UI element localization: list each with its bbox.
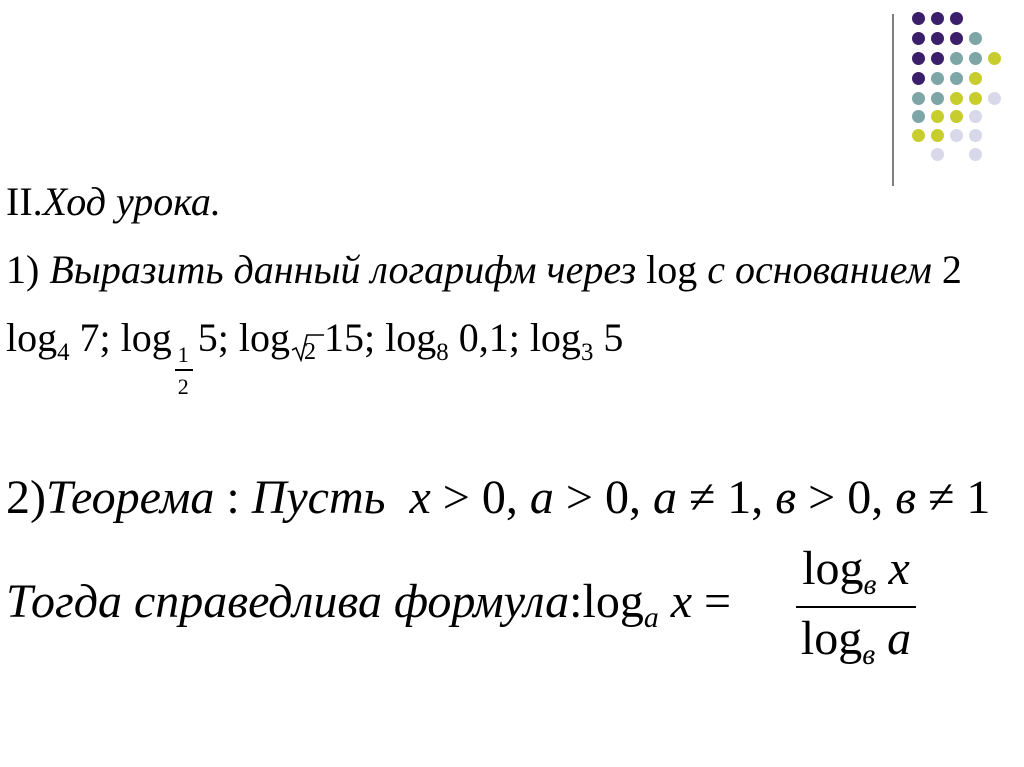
formula-equals: = <box>704 575 732 628</box>
cond-var: в <box>895 471 917 524</box>
title-prefix: II. <box>6 179 43 224</box>
sqrt-radicand: 2 <box>304 339 317 365</box>
cond-rel: ≠ 1, <box>688 471 764 524</box>
theorem-number: 2) <box>6 471 46 524</box>
cond-var: a <box>652 471 677 524</box>
decor-dot <box>931 110 944 123</box>
log-arg: 15; <box>324 315 376 360</box>
fraction-bar <box>175 369 193 371</box>
decor-dot <box>931 72 944 85</box>
log-expr-2 <box>120 315 229 399</box>
decor-dot <box>912 129 925 142</box>
log-base: 3 <box>580 338 594 366</box>
decor-dot <box>931 12 944 25</box>
log-word: log <box>385 315 437 360</box>
formula-lhs-base: a <box>643 601 659 635</box>
decor-dot <box>912 72 925 85</box>
log-expressions <box>6 314 624 399</box>
log-arg: 5; <box>197 315 229 360</box>
decor-dot <box>912 12 925 25</box>
theorem-statement <box>6 470 990 525</box>
theorem-label: Теорема <box>45 471 215 524</box>
fraction-bar <box>796 606 916 608</box>
cond-rel: > 0, <box>442 471 518 524</box>
log-expr-3 <box>238 315 376 365</box>
log-expr-4 <box>385 315 520 366</box>
log-arg: 0,1; <box>458 315 520 360</box>
decor-dot <box>950 110 963 123</box>
decor-dot <box>969 72 982 85</box>
theorem-word: Пусть <box>251 471 386 524</box>
decorative-vertical-line <box>892 14 894 186</box>
den-base: в <box>862 638 876 672</box>
decor-dot <box>931 32 944 45</box>
task-1-base: 2 <box>941 247 962 292</box>
decor-dot <box>912 52 925 65</box>
title-text: Ход урока. <box>42 179 221 224</box>
log-base: 4 <box>57 338 70 366</box>
formula-lhs-log: log <box>582 575 644 628</box>
log-expr-1 <box>6 315 111 366</box>
task-1-text-before: Выразить данный логарифм через <box>49 247 637 292</box>
fraction-denominator: 2 <box>177 374 189 399</box>
decor-dot <box>969 110 982 123</box>
formula-lhs-arg: x <box>670 575 693 628</box>
decor-dot <box>931 92 944 105</box>
decor-dot <box>969 129 982 142</box>
decor-dot <box>950 92 963 105</box>
fraction-base <box>172 314 198 399</box>
log-word: log <box>120 315 172 360</box>
log-base: 8 <box>436 338 449 366</box>
decor-dot <box>931 148 944 161</box>
decor-dot <box>931 129 944 142</box>
task-1-log-word: log <box>646 247 698 292</box>
decor-dot <box>950 72 963 85</box>
decor-dot <box>969 52 982 65</box>
formula-text: Тогда справедлива формула <box>6 575 570 628</box>
decor-dot <box>950 52 963 65</box>
cond-var: x <box>409 471 431 524</box>
formula-fraction <box>796 540 916 674</box>
log-word: log <box>238 315 291 360</box>
decor-dot <box>912 32 925 45</box>
cond-var: a <box>529 471 554 524</box>
cond-var: в <box>775 471 797 524</box>
decor-dot <box>912 92 925 105</box>
task-1-number: 1) <box>6 247 40 292</box>
num-base: в <box>863 568 877 602</box>
decor-dot <box>969 148 982 161</box>
formula-line <box>6 574 732 635</box>
decor-dot <box>912 110 925 123</box>
num-arg: x <box>888 542 910 595</box>
fraction-numerator: 1 <box>177 342 189 367</box>
theorem-colon: : <box>226 471 240 524</box>
log-expr-5 <box>529 315 624 366</box>
decor-dot <box>969 92 982 105</box>
task-1-text-after: с основанием <box>707 247 932 292</box>
decor-dot <box>950 32 963 45</box>
log-word: log <box>6 315 58 360</box>
task-1 <box>6 246 962 293</box>
decor-dot <box>950 12 963 25</box>
decor-dot <box>950 129 963 142</box>
slide-title <box>6 178 221 225</box>
decor-dot <box>988 92 1001 105</box>
cond-rel: > 0, <box>565 471 641 524</box>
log-arg: 5 <box>603 315 624 360</box>
log-word: log <box>529 315 581 360</box>
decor-dot <box>988 52 1001 65</box>
den-arg: a <box>887 612 912 665</box>
formula-denominator <box>796 610 916 674</box>
decor-dot <box>931 52 944 65</box>
den-log: log <box>800 612 863 665</box>
formula-colon: : <box>569 575 583 628</box>
decor-dot <box>969 32 982 45</box>
cond-rel: > 0, <box>808 471 884 524</box>
decorative-dot-grid <box>0 0 1024 200</box>
sqrt-base <box>290 314 324 365</box>
cond-rel: ≠ 1 <box>928 471 991 524</box>
formula-numerator <box>796 540 916 604</box>
log-arg: 7; <box>79 315 111 360</box>
num-log: log <box>802 542 864 595</box>
